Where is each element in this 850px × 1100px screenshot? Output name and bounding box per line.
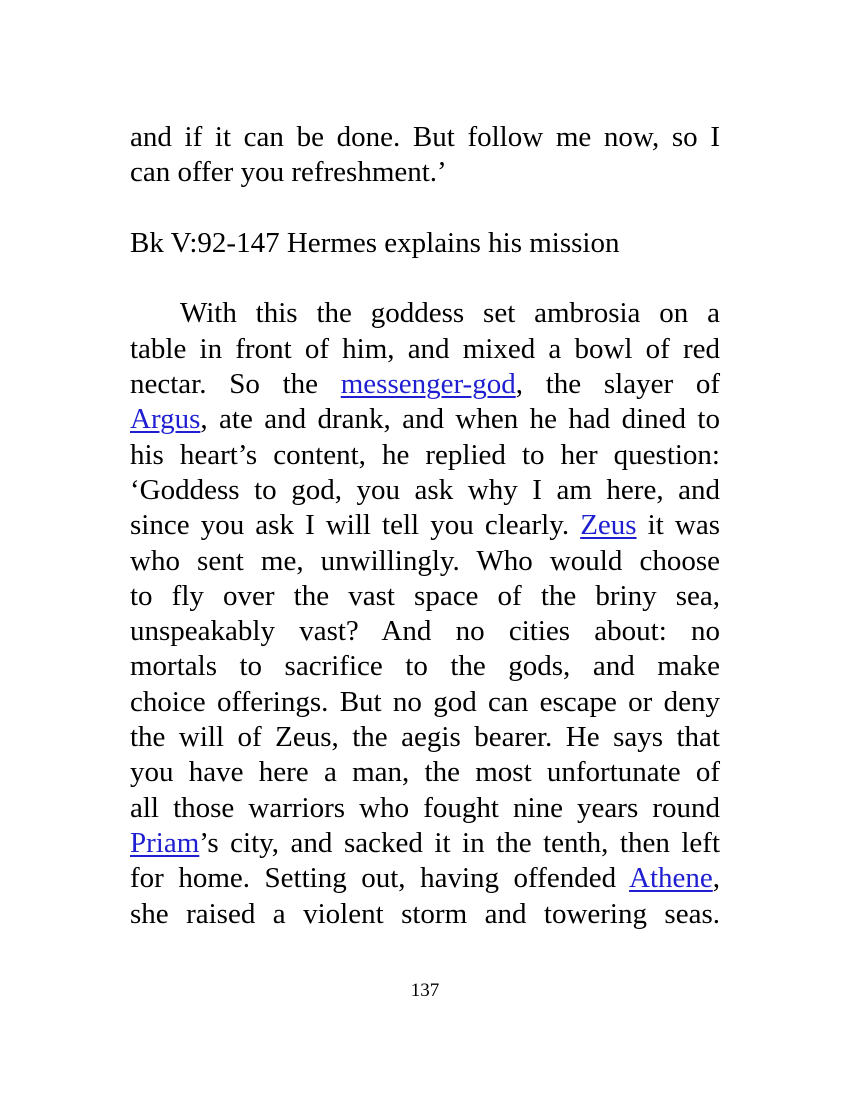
text-line: Argus, ate and drank, and when he had dined to bbox=[130, 403, 720, 436]
athene-link[interactable]: Athene bbox=[629, 862, 713, 895]
text-line: mortals to sacrifice to the gods, and make bbox=[130, 650, 720, 683]
text-line: for home. Setting out, having offended Athene, bbox=[130, 862, 721, 895]
body-paragraph bbox=[130, 296, 720, 931]
text-line: table in front of him, and mixed a bowl of red bbox=[130, 332, 720, 365]
page-content bbox=[130, 120, 720, 932]
opening-paragraph bbox=[130, 120, 720, 191]
text-line: nectar. So the messenger-god, the slayer of bbox=[130, 368, 720, 401]
text-line: can offer you refreshment.’ bbox=[130, 156, 447, 189]
page-number: 137 bbox=[410, 980, 440, 1001]
text-line: you have here a man, the most unfortunate of bbox=[130, 756, 720, 789]
text-line: the will of Zeus, the aegis bearer. He says that bbox=[130, 721, 720, 754]
text-line: With this the goddess set ambrosia on a bbox=[180, 297, 720, 330]
argus-link[interactable]: Argus bbox=[130, 403, 201, 436]
text-line: unspeakably vast? And no cities about: no bbox=[130, 615, 720, 648]
zeus-link[interactable]: Zeus bbox=[580, 509, 637, 542]
text-line: his heart’s content, he replied to her question: bbox=[130, 438, 720, 471]
text-line: Priam’s city, and sacked it in the tenth, then left bbox=[130, 826, 720, 859]
section-heading: Bk V:92-147 Hermes explains his mission bbox=[130, 226, 620, 259]
text-line: who sent me, unwillingly. Who would choose bbox=[130, 544, 720, 577]
text-line: all those warriors who fought nine years round bbox=[130, 791, 720, 824]
text-line: choice offerings. But no god can escape or deny bbox=[130, 685, 720, 718]
text-line: ‘Goddess to god, you ask why I am here, and bbox=[130, 473, 720, 506]
text-line: since you ask I will tell you clearly. Zeus it was bbox=[130, 509, 720, 542]
text-line: to fly over the vast space of the briny sea, bbox=[130, 579, 720, 612]
text-line: she raised a violent storm and towering seas. bbox=[130, 897, 720, 930]
text-line: and if it can be done. But follow me now, so I bbox=[130, 121, 720, 153]
priam-link[interactable]: Priam bbox=[130, 826, 200, 859]
messenger-god-link[interactable]: messenger-god bbox=[340, 368, 516, 401]
